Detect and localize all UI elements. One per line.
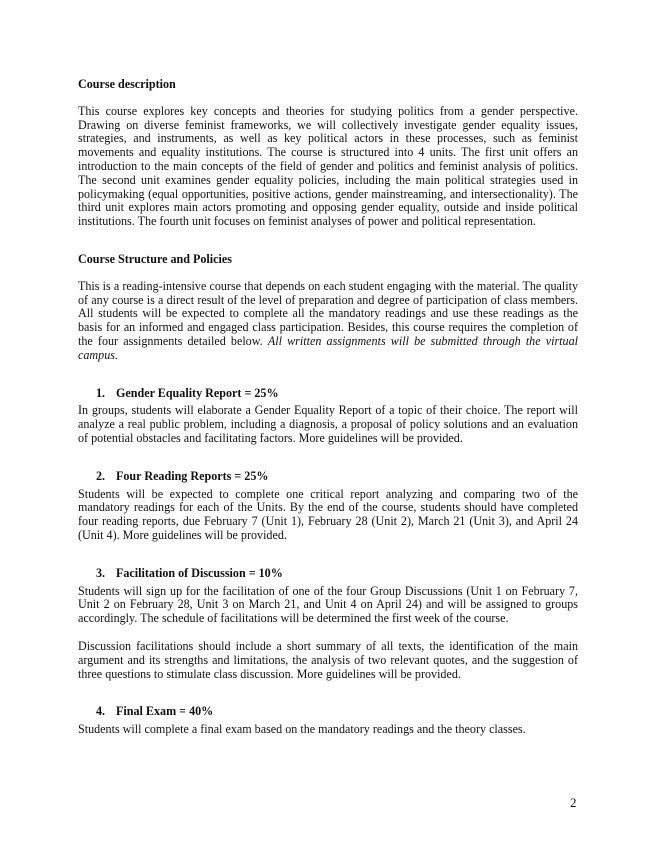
page-number: 2 [570, 795, 577, 810]
assignment-description: In groups, students will elaborate a Gender Equality Report of a topic of their choice. The report will analyze a real public problem, including a diagnosis, a proposal of policy solutions and an evaluation of potential obstacles and facilitating factors. More guidelines will be provided. [78, 403, 578, 445]
assignment-description: Students will sign up for the facilitation of one of the four Group Discussions (Unit 1 on February 7, Unit 2 on February 28, Unit 3 on March 21, and Unit 4 on April 24) and will be assigned to groups accordingly. The schedule of facilitations will be determined the first week of the course. [78, 583, 578, 626]
assignment-heading-gender-equality-report [78, 387, 578, 401]
assignment-description-continued: Discussion facilitations should include a short summary of all texts, the identification of the main argument and its strengths and limitations, the analysis of two relevant quotes, and the suggestion of three questions to stimulate class discussion. More guidelines will be provided. [78, 638, 578, 681]
course-structure-body [78, 280, 578, 363]
course-description-heading: Course description [78, 77, 176, 91]
assignment-heading-final-exam [78, 705, 578, 719]
course-structure-text: This is a reading-intensive course that depends on each student engaging with the material. The quality of any course is a direct result of the level of preparation and degree of participation of class members. All students will be expected to complete all the mandatory readings and use these readings as the basis for an informed and engaged class participation. Besides, this course requires the completion of the four assignments detailed below. [78, 278, 578, 348]
assignment-title: Facilitation of Discussion = 10% [116, 565, 283, 580]
assignment-number: 3. [96, 565, 106, 580]
course-structure-heading: Course Structure and Policies [78, 251, 232, 266]
course-description-body: This course explores key concepts and theories for studying politics from a gender perspective. Drawing on diverse feminist frameworks, we will collectively investigate gender equality issues, strategies, and instruments, as well as key political actors in these processes, such as feminist movements and equality institutions. The course is structured into 4 units. The first unit offers an introduction to the main concepts of the field of gender and politics and feminist analysis of politics. The second unit examines gender equality policies, including the main political strategies used in policymaking (equal opportunities, positive actions, gender mainstreaming, and intersectionality). The third unit explores main actors promoting and opposing gender equality, outside and inside political institutions. The fourth unit focuses on feminist analyses of power and political representation. [78, 103, 578, 229]
assignment-number: 4. [96, 704, 106, 719]
assignment-number: 2. [96, 468, 106, 483]
assignment-number: 1. [96, 385, 106, 400]
assignment-title: Final Exam = 40% [116, 704, 214, 719]
assignment-heading-facilitation [78, 567, 578, 581]
assignment-title: Four Reading Reports = 25% [116, 468, 269, 483]
assignment-description: Students will be expected to complete one critical report analyzing and comparing two of the mandatory readings for each of the Units. By the end of the course, students should have completed four reading reports, due February 7 (Unit 1), February 28 (Unit 2), March 21 (Unit 3), and April 24 (Unit 4). More guidelines will be provided. [78, 486, 578, 542]
assignment-heading-reading-reports [78, 470, 578, 484]
assignment-title: Gender Equality Report = 25% [116, 385, 279, 400]
assignment-description: Students will complete a final exam based on the mandatory readings and the theory classes. [78, 722, 526, 737]
virtual-campus-note: All written assignments will be submitted through the virtual campus. [78, 333, 578, 362]
page-content [78, 78, 578, 737]
